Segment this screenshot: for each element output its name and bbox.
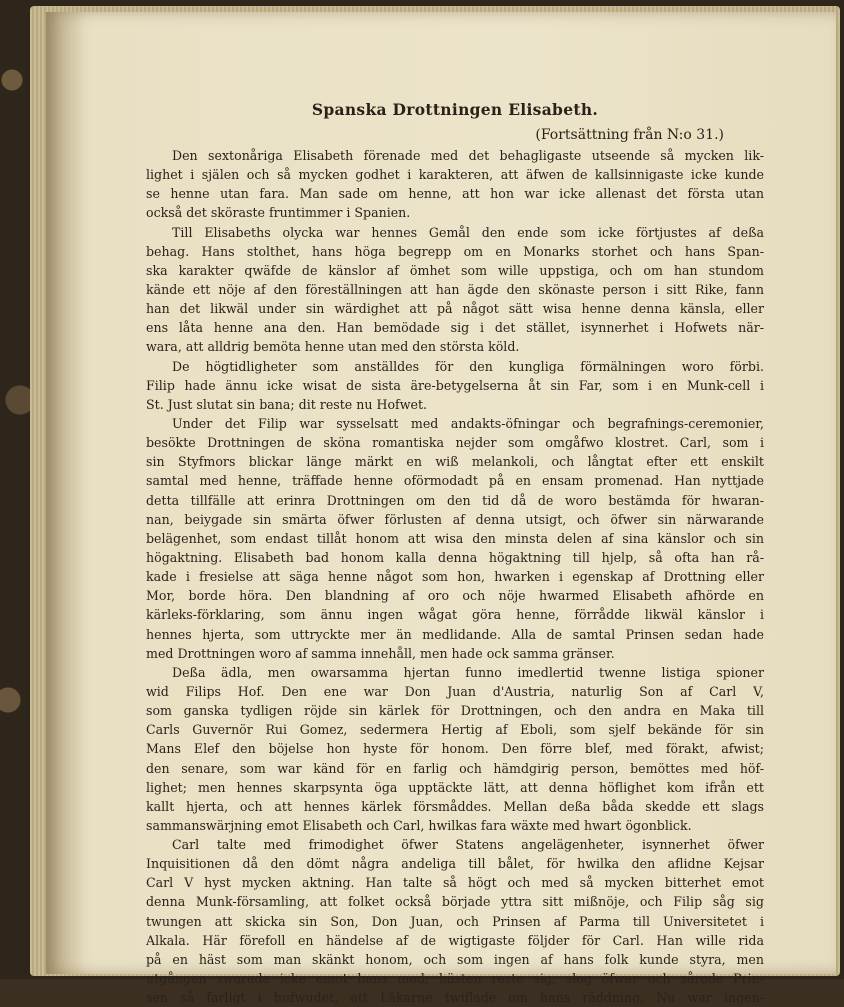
text-line: med Drottningen woro af samma innehåll, men hade ock samma gränser. bbox=[146, 645, 615, 661]
text-line: kände ett nöje af den föreställningen att han ägde den skönaste person i sitt Rike, fann bbox=[146, 281, 764, 297]
text-line: behag. Hans stolthet, hans höga begrepp om en Monarks storhet och hans Span- bbox=[146, 243, 764, 259]
text-line: Alkala. Här förefoll en händelse af de wigtigaste följder för Carl. Han wille rida bbox=[146, 932, 764, 948]
text-line: Carls Guvernör Rui Gomez, sedermera Hertig af Eboli, som sjelf bekände för sin bbox=[146, 722, 764, 738]
text-line: kärleks-förklaring, som ännu ingen wågat göra henne, förrådde likwäl känslor i bbox=[146, 607, 764, 623]
text-line: Inquisitionen då den dömt några andeliga till bålet, för hwilka den aflidne Kejsar bbox=[146, 856, 764, 872]
text-line: lighet i själen och så mycken godhet i karakteren, att äfwen de kallsinnigaste icke kunde bbox=[146, 167, 764, 183]
text-line: twungen att skicka sin Son, Don Juan, och Prinsen af Parma till Universitetet i bbox=[146, 913, 764, 929]
text-line: wid Filips Hof. Den ene war Don Juan d'Austria, naturlig Son af Carl V, bbox=[146, 683, 764, 699]
text-line: nan, beiygade sin smärta öfwer förlusten af denna utsigt, och öfwer sin närwarande bbox=[146, 511, 764, 527]
text-line: ska karakter qwäfde de känslor af ömhet som wille uppstiga, och om han stundom bbox=[146, 262, 764, 278]
text-line: Carl V hyst mycken aktning. Han talte så högt och med så mycken bitterhet emot bbox=[146, 875, 764, 891]
text-line: De högtidligheter som anställdes för den kungliga förmälningen woro förbi. bbox=[172, 358, 764, 374]
text-line: se henne utan fara. Man sade om henne, att hon war icke allenast det första utan bbox=[146, 186, 764, 202]
text-line: som ganska tydligen röjde sin kärlek för Drottningen, och den andra en Maka till bbox=[146, 703, 764, 719]
gutter-shadow bbox=[46, 12, 86, 974]
text-line: sin Styfmors blickar länge märkt en wiß melankoli, och långtat efter ett enskilt bbox=[146, 454, 764, 470]
text-line: besökte Drottningen de sköna romantiska nejder som omgåfwo klostret. Carl, som i bbox=[146, 435, 764, 451]
text-line: den senare, som war känd för en farlig och hämdgirig person, bemöttes med höf- bbox=[146, 760, 764, 776]
text-line: sammanswärjning emot Elisabeth och Carl, hwilkas fara wäxte med hwart ögonblick. bbox=[146, 817, 692, 833]
text-line: Deßa ädla, men owarsamma hjertan funno imedlertid twenne listiga spioner bbox=[172, 664, 764, 680]
text-line: hennes hjerta, som uttryckte mer än medlidande. Alla de samtal Prinsen sedan hade bbox=[146, 626, 764, 642]
text-line: ens låta henne ana den. Han bemödade sig i det stället, isynnerhet i Hofwets när- bbox=[146, 320, 764, 336]
text-line: detta tillfälle att erinra Drottningen om den tid då de woro bestämda för hwaran- bbox=[146, 492, 764, 508]
text-line: samtal med henne, träffade henne oförmodadt på en ensam promenad. Han nyttjade bbox=[146, 473, 764, 489]
text-line: Mans Elef den böjelse hon hyste för honom. Den förre blef, med förakt, afwist; bbox=[146, 741, 764, 757]
text-line: också det sköraste fruntimmer i Spanien. bbox=[146, 205, 411, 221]
text-line: utgången swarade icke emot hans mod; hästen reste sig, slog öfwer och sårade Prin- bbox=[146, 971, 764, 987]
text-line: belägenhet, som endast tillåt honom att wisa den minsta delen af sina känslor och sin bbox=[146, 530, 764, 546]
text-line: St. Just slutat sin bana; dit reste nu Hofwet. bbox=[146, 396, 428, 412]
text-line: denna Munk-församling, att folket också började yttra sitt mißnöje, och Filip såg sig bbox=[146, 894, 764, 910]
article-body bbox=[146, 146, 764, 1007]
text-line: wara, att alldrig bemöta henne utan med den största köld. bbox=[146, 339, 520, 355]
text-line: Till Elisabeths olycka war hennes Gemål den ende som icke förtjustes af deßa bbox=[172, 224, 764, 240]
article-text bbox=[146, 100, 764, 1007]
text-line: kallt hjerta, och att hennes kärlek försmåddes. Mellan deßa båda skedde ett slags bbox=[146, 798, 764, 814]
text-line: han det likwäl under sin wärdighet att på något sätt wisa henne denna känsla, eller bbox=[146, 301, 764, 317]
continuation-note: (Fortsättning från N:o 31.) bbox=[535, 127, 724, 143]
text-line: kade i fresielse att säga henne något som hon, hwarken i egenskap af Drottning eller bbox=[146, 569, 764, 585]
text-line: Mor, borde höra. Den blandning af oro och nöje hwarmed Elisabeth afhörde en bbox=[146, 588, 764, 604]
text-line: lighet; men hennes skarpsynta öga upptäckte lätt, att denna höflighet kom ifrån ett bbox=[146, 779, 764, 795]
text-line: sen så farligt i hufwudet, att Läkarne twiflade om hans räddning. Nu war ingen- bbox=[146, 990, 764, 1006]
text-line: Filip hade ännu icke wisat de sista äre-betygelserna åt sin Far, som i en Munk-cell i bbox=[146, 377, 764, 393]
article-title: Spanska Drottningen Elisabeth. bbox=[311, 100, 599, 119]
text-line: Under det Filip war sysselsatt med andakts-öfningar och begrafnings-ceremonier, bbox=[172, 415, 764, 431]
text-line: på en häst som man skänkt honom, och som ingen af hans folk kunde styra, men bbox=[146, 951, 764, 967]
text-line: Carl talte med frimodighet öfwer Statens angelägenheter, isynnerhet öfwer bbox=[172, 837, 764, 853]
text-line: Den sextonåriga Elisabeth förenade med det behagligaste utseende så mycken lik- bbox=[172, 148, 764, 163]
text-line: högaktning. Elisabeth bad honom kalla denna högaktning till hjelp, så ofta han rå- bbox=[146, 549, 764, 565]
